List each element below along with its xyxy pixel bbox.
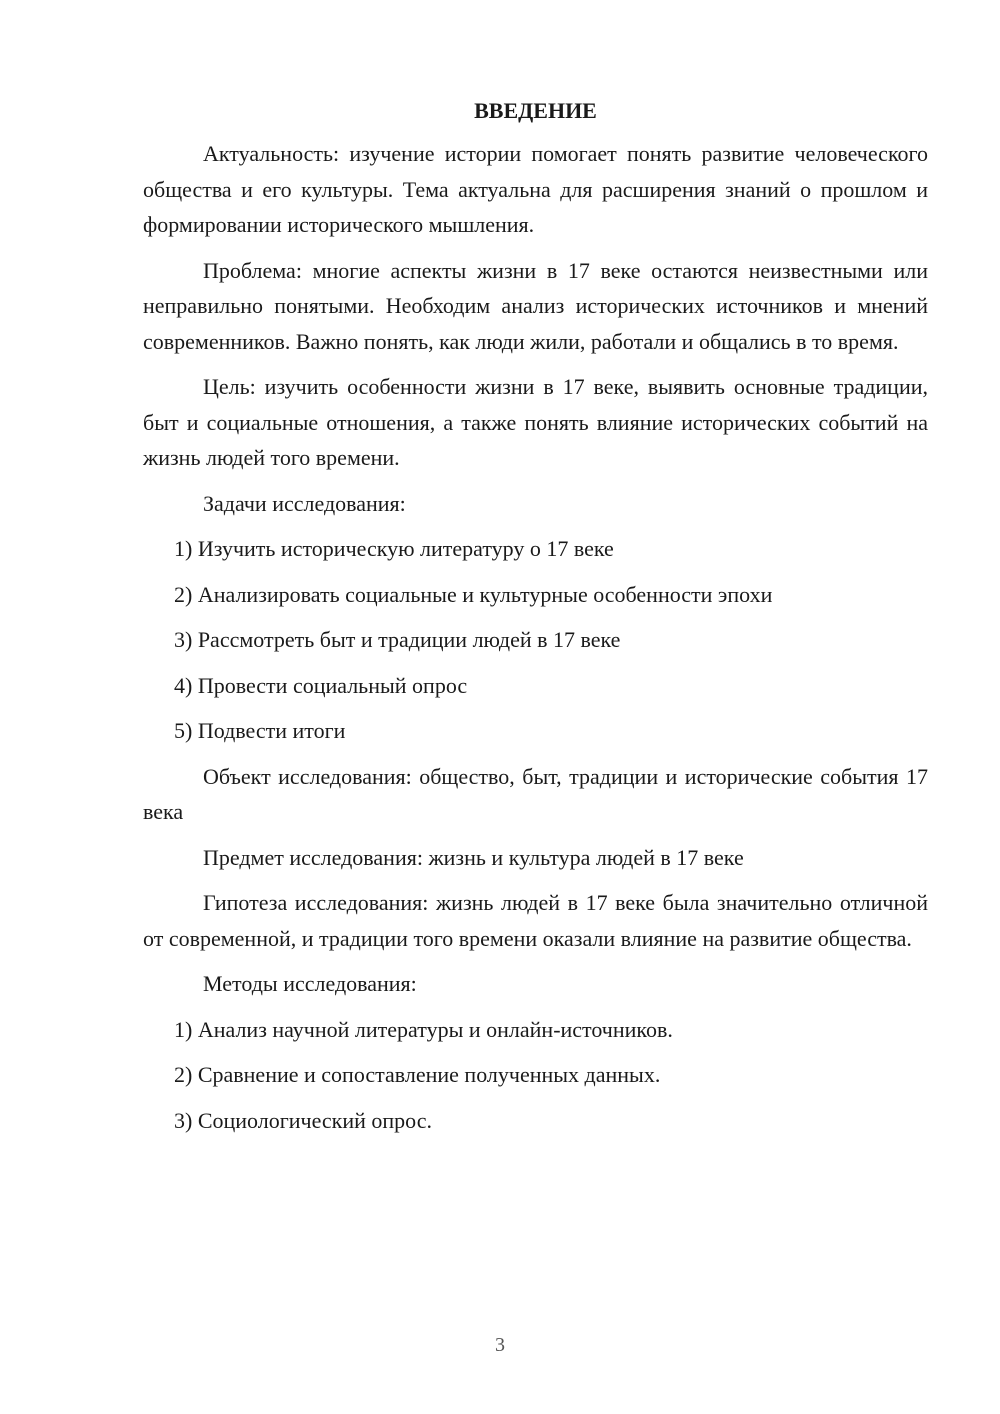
method-item: 2) Сравнение и сопоставление полученных данных. [174,1062,661,1087]
hypothesis-paragraph: Гипотеза исследования: жизнь людей в 17 веке была значительно отличной от современной, и традиции того времени оказали влияние на развитие общества. [143,890,928,951]
subject-paragraph: Предмет исследования: жизнь и культура людей в 17 веке [203,844,744,870]
goal-paragraph: Цель: изучить особенности жизни в 17 веке, выявить основные традиции, быт и социальные отношения, а также понять влияние исторических событий на жизнь людей того времени. [143,374,928,470]
tasks-heading: Задачи исследования: [203,490,406,516]
section-title: ВВЕДЕНИЕ [474,98,597,123]
task-item: 2) Анализировать социальные и культурные особенности эпохи [174,581,773,607]
page-number: 3 [495,1334,505,1356]
task-item: 5) Подвести итоги [174,718,346,743]
task-item: 3) Рассмотреть быт и традиции людей в 17 веке [174,627,621,652]
problem-paragraph: Проблема: многие аспекты жизни в 17 веке остаются неизвестными или неправильно понятыми. Необходим анализ исторических источников и мнений современников. Важно понять, как люди жили, работали и общались в то время. [143,257,928,354]
task-item: 1) Изучить историческую литературу о 17 веке [174,536,614,561]
method-item: 3) Социологический опрос. [174,1107,432,1133]
document-page [143,96,928,1148]
method-item: 1) Анализ научной литературы и онлайн-источников. [174,1016,673,1042]
methods-heading: Методы исследования: [203,971,417,996]
task-item: 4) Провести социальный опрос [174,672,468,698]
object-paragraph: Объект исследования: общество, быт, традиции и исторические события 17 века [143,763,928,824]
relevance-paragraph: Актуальность: изучение истории помогает понять развитие человеческого общества и его культуры. Тема актуальна для расширения знаний о прошлом и формировании исторического мышления. [143,141,928,237]
